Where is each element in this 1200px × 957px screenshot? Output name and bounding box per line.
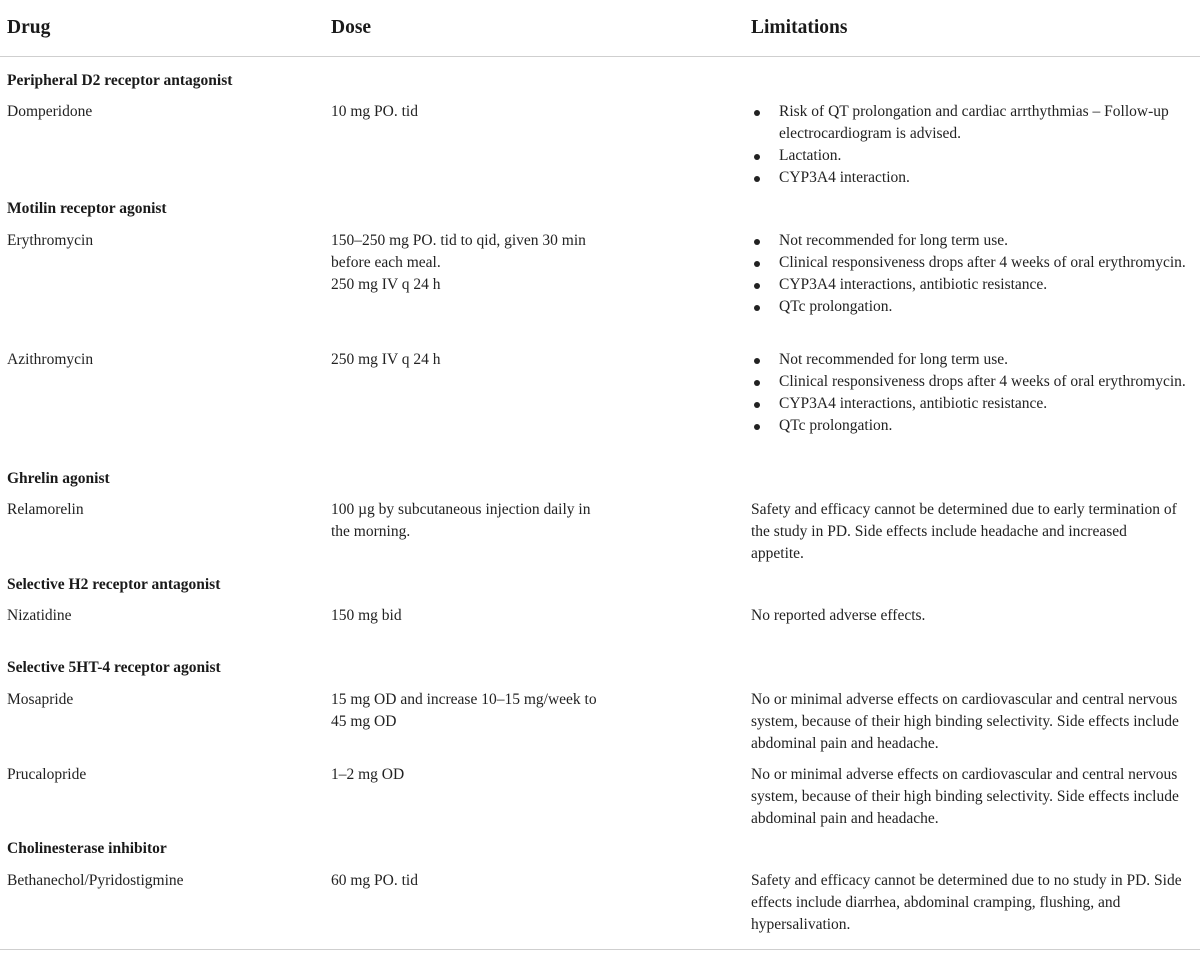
drug-name: Prucalopride — [7, 766, 87, 783]
limitation-text: CYP3A4 interactions, antibiotic resistance. — [779, 395, 1048, 412]
drug-name: Azithromycin — [7, 351, 94, 368]
group-title: Selective H2 receptor antagonist — [7, 576, 221, 593]
drug-name: Domperidone — [7, 103, 93, 120]
dose-line: 150 mg bid — [331, 607, 402, 624]
list-item — [751, 145, 1191, 167]
header-limitations: Limitations — [751, 17, 848, 38]
list-item — [751, 415, 1191, 437]
dose-line: 1–2 mg OD — [331, 766, 405, 783]
limitation-text: Not recommended for long term use. — [779, 351, 1008, 368]
bullet-icon — [754, 305, 760, 311]
drug-name: Mosapride — [7, 691, 74, 708]
limitations-list — [751, 349, 1191, 437]
header-drug: Drug — [7, 17, 51, 38]
limitation-text: Lactation. — [779, 147, 842, 164]
limitations-list — [751, 230, 1191, 318]
list-item — [751, 101, 1191, 145]
limitation-text: CYP3A4 interaction. — [779, 169, 910, 186]
drug-name: Bethanechol/Pyridostigmine — [7, 872, 184, 889]
list-item — [751, 349, 1191, 371]
dose-line: 45 mg OD — [331, 713, 397, 730]
dose-line: 250 mg IV q 24 h — [331, 276, 441, 293]
header-dose: Dose — [331, 17, 372, 38]
drug-name: Relamorelin — [7, 501, 84, 518]
bullet-icon — [754, 110, 760, 116]
limitation-text: CYP3A4 interactions, antibiotic resistance. — [779, 276, 1048, 293]
dose-line: before each meal. — [331, 254, 441, 271]
limitation-text: Clinical responsiveness drops after 4 weeks of oral erythromycin. — [779, 254, 1186, 271]
dose-line: 15 mg OD and increase 10–15 mg/week to — [331, 691, 597, 708]
limitation-text: QTc prolongation. — [779, 298, 893, 315]
bullet-icon — [754, 380, 760, 386]
limitation-text: QTc prolongation. — [779, 417, 893, 434]
list-item — [751, 167, 1191, 189]
bullet-icon — [754, 358, 760, 364]
bottom-divider — [0, 949, 1200, 950]
list-item — [751, 371, 1191, 393]
dose-line: the morning. — [331, 523, 411, 540]
limitations-cell: No or minimal adverse effects on cardiovascular and central nervous system, because of their high binding selectivity. Side effects include abdominal pain and headache. — [751, 766, 1179, 827]
bullet-icon — [754, 283, 760, 289]
dose-cell — [331, 499, 631, 543]
drug-name: Erythromycin — [7, 232, 94, 249]
dose-cell — [331, 349, 631, 371]
group-title: Selective 5HT-4 receptor agonist — [7, 659, 221, 676]
list-item — [751, 393, 1191, 415]
group-title: Ghrelin agonist — [7, 470, 110, 487]
limitations-cell — [751, 230, 1191, 318]
dose-line: 10 mg PO. tid — [331, 103, 418, 120]
bullet-icon — [754, 154, 760, 160]
group-title: Peripheral D2 receptor antagonist — [7, 72, 233, 89]
dose-line: 100 µg by subcutaneous injection daily in — [331, 501, 591, 518]
limitations-cell: Safety and efficacy cannot be determined due to early termination of the study in PD. Side effects include headache and increased appetite. — [751, 501, 1177, 562]
bullet-icon — [754, 239, 760, 245]
limitation-text: Not recommended for long term use. — [779, 232, 1008, 249]
dose-cell — [331, 101, 631, 123]
bullet-icon — [754, 402, 760, 408]
dose-line: 250 mg IV q 24 h — [331, 351, 441, 368]
limitations-list — [751, 101, 1191, 189]
dose-line: 60 mg PO. tid — [331, 872, 418, 889]
limitations-cell: No reported adverse effects. — [751, 607, 926, 624]
dose-cell — [331, 689, 631, 733]
dose-cell — [331, 764, 631, 786]
bullet-icon — [754, 176, 760, 182]
limitations-cell — [751, 349, 1191, 437]
table-header — [0, 0, 1200, 57]
limitations-cell: Safety and efficacy cannot be determined due to no study in PD. Side effects include diarrhea, abdominal cramping, flushing, and hypersalivation. — [751, 872, 1182, 933]
dose-line: 150–250 mg PO. tid to qid, given 30 min — [331, 232, 586, 249]
drug-name: Nizatidine — [7, 607, 72, 624]
list-item — [751, 274, 1191, 296]
group-title: Motilin receptor agonist — [7, 200, 167, 217]
bullet-icon — [754, 261, 760, 267]
limitation-text: Risk of QT prolongation and cardiac arrthythmias – Follow-up electrocardiogram is advised. — [779, 103, 1169, 142]
list-item — [751, 296, 1191, 318]
limitation-text: Clinical responsiveness drops after 4 weeks of oral erythromycin. — [779, 373, 1186, 390]
dose-cell — [331, 605, 631, 627]
dose-cell — [331, 870, 631, 892]
limitations-cell — [751, 101, 1191, 189]
group-title: Cholinesterase inhibitor — [7, 840, 167, 857]
list-item — [751, 252, 1191, 274]
dose-cell — [331, 230, 631, 296]
list-item — [751, 230, 1191, 252]
limitations-cell: No or minimal adverse effects on cardiovascular and central nervous system, because of their high binding selectivity. Side effects include abdominal pain and headache. — [751, 691, 1179, 752]
bullet-icon — [754, 424, 760, 430]
